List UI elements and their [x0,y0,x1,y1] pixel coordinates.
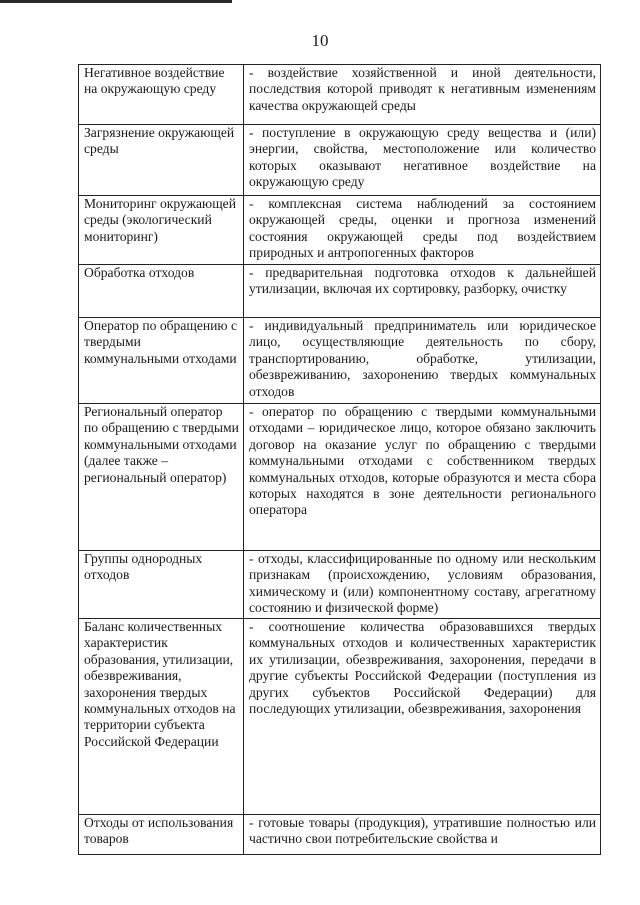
table-row [79,65,601,125]
page-number: 10 [311,31,329,50]
table-row [79,196,601,265]
definition-cell: - предварительная подготовка отходов к дальнейшей утилизации, включая их сортировку, разборку, очистку [244,265,601,318]
top-rule [0,0,232,3]
term-cell: Региональный оператор по обращению с твердыми коммунальными отходами (далее также – региональный оператор) [79,404,244,551]
table-row [79,815,601,855]
definition-cell: - воздействие хозяйственной и иной деятельности, последствия которой приводят к негативным изменениям качества окружающей среды [244,65,601,125]
definition-cell: - комплексная система наблюдений за состоянием окружающей среды, оценки и прогноза изменений состояния окружающей среды под воздействием природных и антропогенных факторов [244,196,601,265]
definition-cell: - индивидуальный предприниматель или юридическое лицо, осуществляющие деятельность по сбору, транспортированию, обработке, утилизации, обезвреживанию, захоронению твердых коммунальных отходов [244,318,601,404]
definition-cell: - оператор по обращению с твердыми коммунальными отходами – юридическое лицо, которое обязано заключить договор на оказание услуг по обращению с твердыми коммунальными отходами с собственником твердых коммунальных отходов, которые образуются и места сбора которых находятся в зоне деятельности регионального оператора [244,404,601,551]
definition-cell: - поступление в окружающую среду вещества и (или) энергии, свойства, местоположение или количество которых оказывают негативное воздействие на окружающую среду [244,125,601,196]
table-row [79,619,601,815]
definition-cell: - соотношение количества образовавшихся твердых коммунальных отходов и количественных характеристик их утилизации, обезвреживания, захоронения, передачи в другие субъекты Российской Федерации (поступления из других субъектов Российской Федерации) для последующих утилизации, обезвреживания, захоронения [244,619,601,815]
term-cell: Обработка отходов [79,265,244,318]
table-row [79,551,601,619]
table-row [79,318,601,404]
definition-cell: - отходы, классифицированные по одному или нескольким признакам (происхождению, условиям образования, химическому и (или) компонентному составу, агрегатному состоянию и физической форме) [244,551,601,619]
term-cell: Оператор по обращению с твердыми коммунальными отходами [79,318,244,404]
table-row [79,125,601,196]
term-cell: Негативное воздействие на окружающую среду [79,65,244,125]
table-row [79,265,601,318]
term-cell: Отходы от использования товаров [79,815,244,855]
term-cell: Группы однородных отходов [79,551,244,619]
glossary-table [78,64,601,855]
definition-cell: - готовые товары (продукция), утратившие полностью или частично свои потребительские свойства и [244,815,601,855]
table-row [79,404,601,551]
term-cell: Загрязнение окружающей среды [79,125,244,196]
term-cell: Мониторинг окружающей среды (экологический мониторинг) [79,196,244,265]
term-cell: Баланс количественных характеристик образования, утилизации, обезвреживания, захоронения твердых коммунальных отходов на территории субъекта Российской Федерации [79,619,244,815]
